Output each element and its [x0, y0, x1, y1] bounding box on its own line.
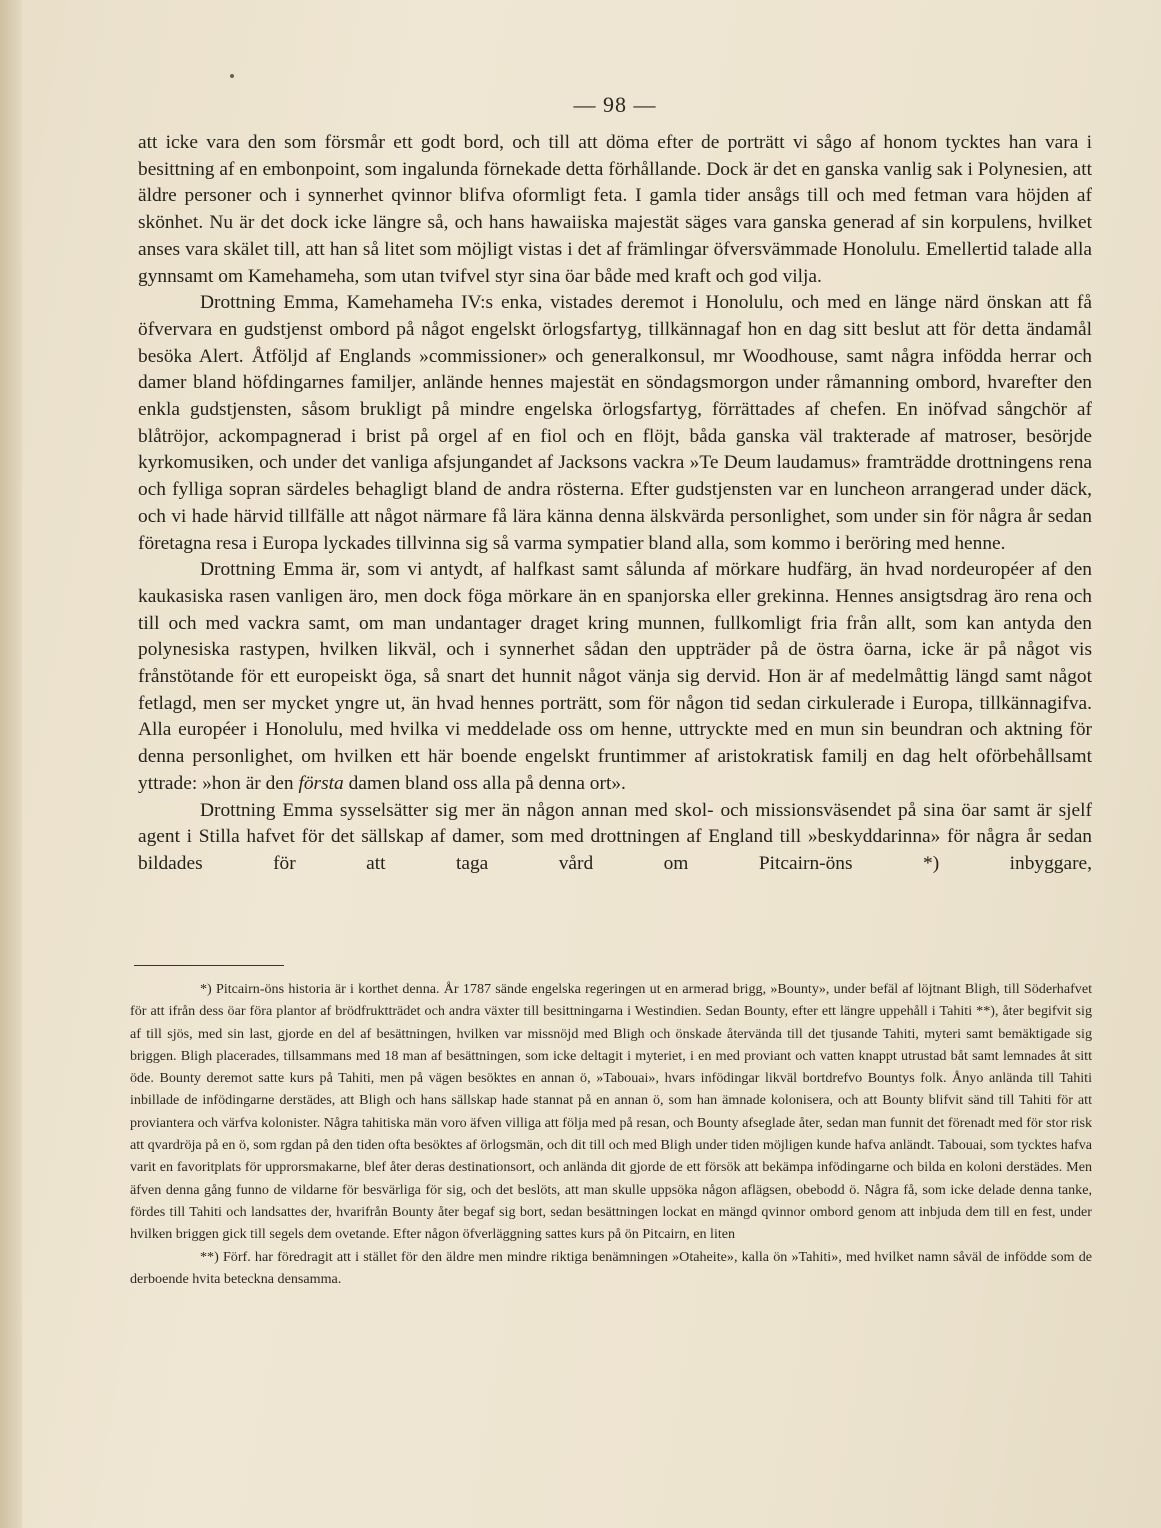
- footnote-2: **) Förf. har föredragit att i stället för den äldre men mindre riktiga benämningen »Otaheite», kalla ön »Tahiti», med hvilket namn såväl de infödde som de derboende hvita beteckna densamma.: [130, 1248, 1092, 1287]
- footnotes: [130, 978, 1092, 1290]
- footnote-1: *) Pitcairn-öns historia är i korthet denna. År 1787 sände engelska regeringen ut en armerad brigg, »Bounty», under befäl af löjtnant Bligh, till Söderhafvet för att ifrån dess öar föra plantor af brödfruktträdet och andra växter till besittningarna i Westindien. Sedan Bounty, efter ett längre uppehåll i Tahiti **), åter begifvit sig af till sjös, med sin last, gjorde en del af besättningen, hvilken var missnöjd med Bligh och önskade återvända till det tjusande Tahiti, myteri samt bemäktigade sig briggen. Bligh placerades, tillsammans med 18 man af besättningen, som icke deltagit i myteriet, i en med proviant och vatten knappt utrustad båt samt lemnades åt sitt öde. Bounty deremot satte kurs på Tahiti, men på vägen besöktes en annan ö, »Tabouai», hvars infödingar likväl bortdrefvo Bountys folk. Ånyo anlända till Tahiti inbillade de infödingarne derstädes, att Bligh och hans sällskap hade stannat på en annan ö, som han ämnade kolonisera, och att Bounty blifvit sänd till Tahiti för att proviantera och värfva kolonister. Några tahitiska män voro äfven villiga att följa med på resan, och Bounty afseglade åter, sedan man funnit det förenadt med för stor risk att qvardröja på en ö, som rgdan på den tiden ofta besöktes af örlogsmän, och dit till och med Bligh under tiden möjligen kunde hafva anländt. Tabouai, som tycktes hafva varit en favoritplats för upprorsmakarne, blef åter deras destinationsort, och anlända dit gjorde de ett försök att bekämpa infödingarne och bilda en koloni derstädes. Men äfven denna gång funno de vildarne för besvärliga för sig, och det beslöts, att man skulle uppsöka någon aflägsen, obebodd ö. Några få, som icke delade denna tanke, fördes till Tahiti och landsattes der, hvarifrån Bounty åter begaf sig bort, sedan besättningen lockat en mängd qvinnor ombord genom att inbjuda dem till en fest, under hvilken briggen gick till segels dem ovetande. Efter någon öfverläggning sattes kurs på ön Pitcairn, en liten: [130, 981, 1092, 1243]
- main-text: [138, 130, 1092, 878]
- footnote-rule: [134, 965, 284, 966]
- paragraph-4: Drottning Emma sysselsätter sig mer än någon annan med skol- och missionsväsendet på sina öar samt är sjelf agent i Stilla hafvet för det sällskap af damer, som med drottningen af England till »beskyddarinna» för några år sedan bildades för att taga vård om Pitcairn-öns *) inbyggare,: [138, 799, 1092, 874]
- page-number: — 98 —: [573, 92, 657, 117]
- paragraph-2: Drottning Emma, Kamehameha IV:s enka, vistades deremot i Honolulu, och med en länge närd önskan att få öfvervara en gudstjenst ombord på något engelskt örlogsfartyg, tillkännagaf hon en dag sitt beslut att för detta ändamål besöka Alert. Åtföljd af Englands »commissioner» och generalkonsul, mr Woodhouse, samt några infödda herrar och damer bland höfdingarnes familjer, anlände hennes majestät en söndagsmorgon under råmanning ombord, hvarefter den enkla gudstjensten, såsom brukligt på mindre engelska örlogsfartyg, förrättades af chefen. En inöfvad sångchör af blåtröjor, ackompagnerad i brist på orgel af en fiol och en flöjt, båda ganska väl trakterade af matroser, besörjde kyrkomusiken, och under det vanliga afsjungandet af Jacksons vackra »Te Deum laudamus» framträdde drottningens rena och fylliga sopran särdeles behagligt bland de andra rösterna. Efter gudstjensten var en luncheon arrangerad under däck, och vi hade härvid tillfälle att något närmare få lära känna denna älskvärda personlighet, som under sin för några år sedan företagna resa i Europa lyckades tillvinna sig så varma sympatier bland alla, som kommo i beröring med henne.: [138, 292, 1092, 554]
- paragraph-3-end: damen bland oss alla på denna ort».: [343, 772, 626, 794]
- paragraph-3: [138, 557, 1092, 797]
- paragraph-1: att icke vara den som försmår ett godt bord, och till att döma efter de porträtt vi sågo af honom tycktes han vara i besittning af en embonpoint, som ingalunda förnekade detta förhållande. Dock är det en ganska vanlig sak i Polynesien, att äldre personer och i synnerhet qvinnor blifva oformligt feta. I gamla tider ansågs till och med fetman vara höjden af skönhet. Nu är det dock icke längre så, och hans hawaiiska majestät säges vara ganska generad af sin korpulens, hvilket anses vara skälet till, att han så litet som möjligt vistas i det af främlingar öfversvämmade Honolulu. Emellertid talade alla gynnsamt om Kamehameha, som utan tvifvel styr sina öar både med kraft och god vilja.: [138, 132, 1092, 287]
- paper-speck: [230, 74, 234, 78]
- paragraph-3-emphasis: första: [298, 772, 344, 794]
- paragraph-3-text: Drottning Emma är, som vi antydt, af halfkast samt sålunda af mörkare hudfärg, än hvad nordeuropéer af den kaukasiska rasen vanligen äro, men dock föga mörkare än en spanjorska eller grekinna. Hennes ansigtsdrag äro rena och till och med vackra samt, om man undantager draget kring munnen, fullkomligt fria från allt, som kan antyda den polynesiska rastypen, hvilken likväl, och i synnerhet sådan den uppträder på de östra öarna, icke är på något vis frånstötande för ett europeiskt öga, så snart det hunnit något vänja sig dervid. Hon är af medelmåttig längd samt något fetlagd, men ser mycket yngre ut, än hvad hennes porträtt, som för någon tid sedan cirkulerade i Europa, tillkännagifva. Alla européer i Honolulu, med hvilka vi meddelade oss om henne, uttryckte med en mun sin beundran och aktning för denna personlighet, om hvilken ett här boende engelskt fruntimmer af aristokratisk familj en dag helt oförbehållsamt yttrade: »hon är den: [138, 559, 1092, 794]
